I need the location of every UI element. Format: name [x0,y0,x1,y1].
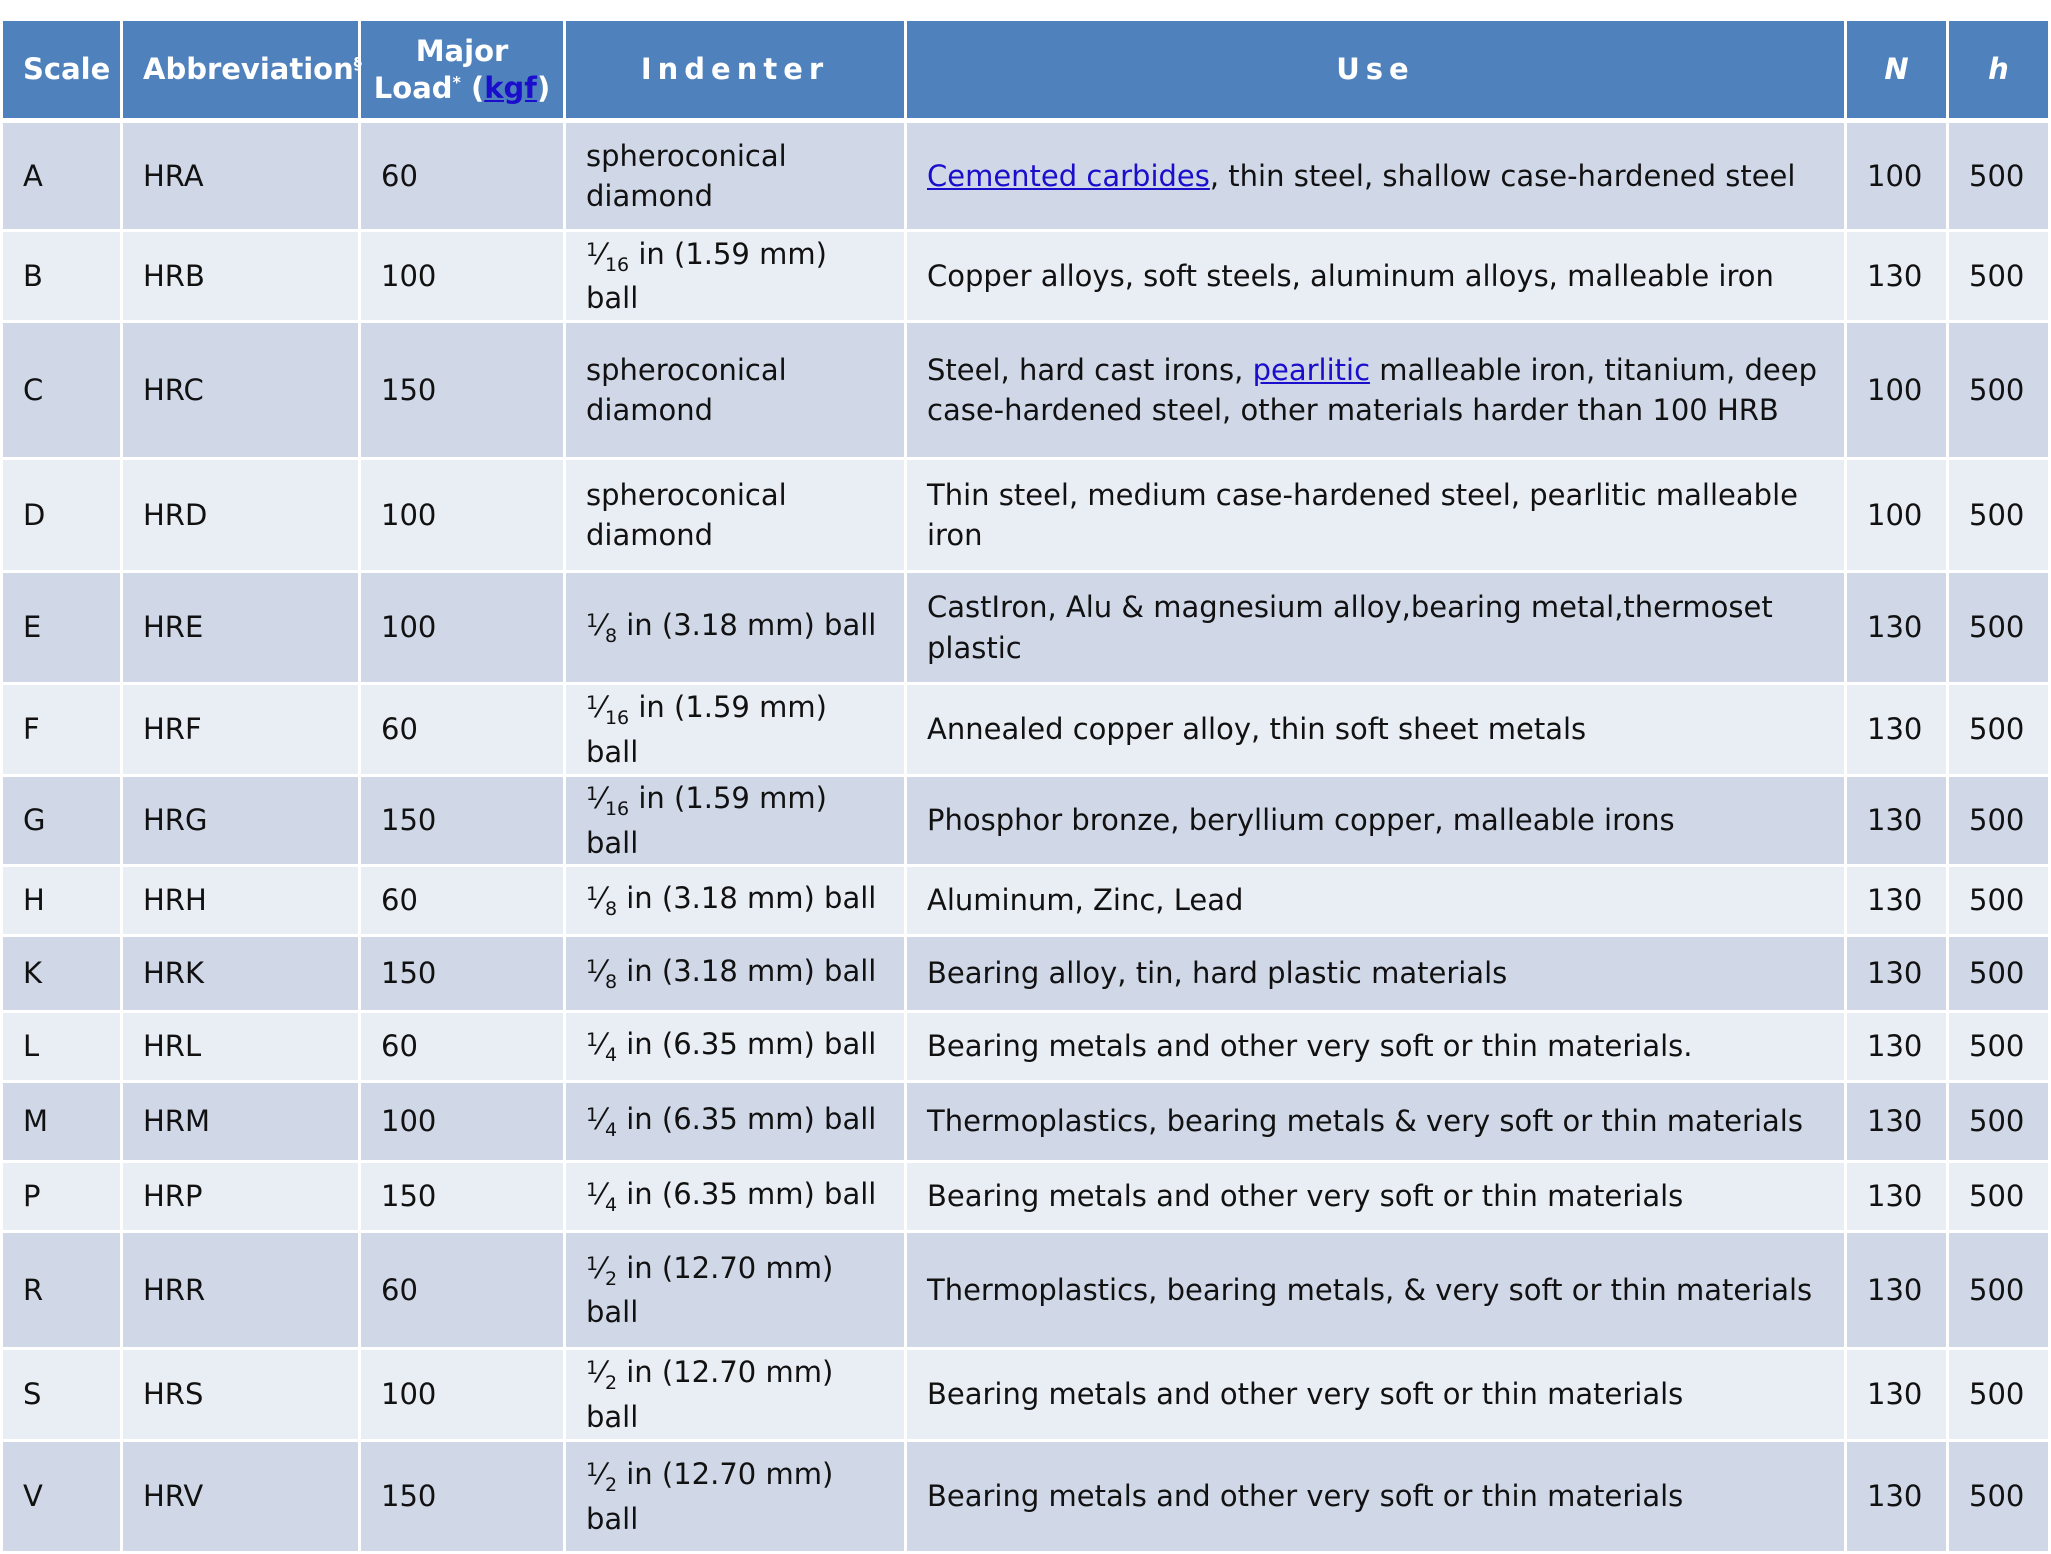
abbreviation-cell: HRR [122,1232,360,1349]
h-cell: 500 [1948,459,2050,572]
indenter-cell [565,1349,906,1441]
fraction [586,236,630,276]
indenter-cell [565,684,906,776]
major-load-cell: 100 [360,572,565,684]
major-load-cell: 150 [360,1162,565,1232]
major-load-cell: 150 [360,936,565,1012]
abbreviation-cell: HRE [122,572,360,684]
use-cell [906,231,1846,322]
abbreviation-cell: HRS [122,1349,360,1441]
h-cell: 500 [1948,572,2050,684]
table-row-r [2,1232,2050,1349]
fraction-slash: ⁄ [599,608,604,643]
n-cell: 130 [1846,776,1948,866]
indenter-ball-size: in (1.59 mm) ball [586,236,827,316]
abbreviation-cell: HRH [122,866,360,936]
fraction-slash: ⁄ [599,1355,604,1390]
table-row-l [2,1012,2050,1082]
h-cell: 500 [1948,1232,2050,1349]
n-cell: 130 [1846,231,1948,322]
fraction [586,1250,618,1290]
fraction-numerator: 1 [586,956,599,979]
abbreviation-cell: HRA [122,121,360,231]
fraction [586,1177,618,1217]
indenter-cell [565,1441,906,1553]
h-cell: 500 [1948,1441,2050,1553]
use-text-before-link: Aluminum, Zinc, Lead [927,883,1244,918]
table-row-b [2,231,2050,322]
n-cell: 130 [1846,684,1948,776]
table-row-h [2,866,2050,936]
n-cell: 130 [1846,866,1948,936]
scale-cell: R [2,1232,122,1349]
fraction-slash: ⁄ [599,1457,604,1492]
indenter-ball-size: in (6.35 mm) ball [617,1177,877,1212]
col-header-h-label: h [1988,52,2009,87]
fraction-slash: ⁄ [599,954,604,989]
fraction-numerator: 1 [586,610,599,633]
fraction [586,1102,618,1142]
scale-cell: D [2,459,122,572]
use-cell [906,1082,1846,1162]
header-row [2,20,2050,121]
fraction-numerator: 1 [586,1029,599,1052]
col-header-major-load-line2: Load [373,70,453,105]
use-text-before-link: Bearing metals and other very soft or thin materials [927,1479,1684,1514]
fraction-denominator: 2 [604,1267,618,1290]
scale-cell: A [2,121,122,231]
table-row-e [2,572,2050,684]
scale-cell: K [2,936,122,1012]
col-header-abbreviation-label: Abbreviation [143,52,354,87]
table-row-g [2,776,2050,866]
col-header-major-load-line1: Major [415,34,509,69]
fraction-numerator: 1 [586,1179,599,1202]
col-header-abbreviation [122,20,360,121]
use-text-before-link: Bearing metals and other very soft or thin materials [927,1179,1684,1214]
table-row-s [2,1349,2050,1441]
abbreviation-cell: HRD [122,459,360,572]
abbreviation-cell: HRC [122,322,360,459]
use-cell [906,459,1846,572]
use-cell [906,776,1846,866]
indenter-cell [565,1232,906,1349]
major-load-cell: 60 [360,866,565,936]
major-load-close-paren: ) [536,70,551,105]
h-cell: 500 [1948,231,2050,322]
use-text-after-link: malleable iron, titanium, deep case-hardened steel, other materials harder than 100 HRB [927,352,1817,427]
indenter-ball-size: in (1.59 mm) ball [586,781,827,860]
fraction-numerator: 1 [586,1459,599,1482]
n-cell: 100 [1846,322,1948,459]
n-cell: 130 [1846,572,1948,684]
use-text-before-link: Copper alloys, soft steels, aluminum alloys, malleable iron [927,258,1774,293]
major-load-cell: 150 [360,322,565,459]
scale-cell: C [2,322,122,459]
fraction-denominator: 16 [604,253,630,276]
fraction-denominator: 16 [604,798,630,821]
indenter-cell [565,1162,906,1232]
n-cell: 130 [1846,1349,1948,1441]
use-text-before-link: Thin steel, medium case-hardened steel, pearlitic malleable iron [927,477,1798,552]
fraction [586,881,618,921]
col-header-n [1846,20,1948,121]
abbreviation-cell: HRK [122,936,360,1012]
n-cell: 130 [1846,1232,1948,1349]
col-header-indenter [565,20,906,121]
fraction-numerator: 1 [586,692,599,715]
fraction-numerator: 1 [586,783,599,806]
abbreviation-cell: HRM [122,1082,360,1162]
col-header-h [1948,20,2050,121]
abbreviation-cell: HRB [122,231,360,322]
fraction-denominator: 8 [604,625,618,648]
n-cell: 130 [1846,1162,1948,1232]
indenter-cell [565,866,906,936]
use-link[interactable]: Cemented carbides [927,158,1210,193]
scale-cell: E [2,572,122,684]
table-row-v [2,1441,2050,1553]
use-text-before-link: Annealed copper alloy, thin soft sheet metals [927,712,1587,747]
fraction-denominator: 8 [604,898,618,921]
fraction [586,1355,618,1395]
major-load-cell: 100 [360,231,565,322]
use-link[interactable]: pearlitic [1252,352,1371,387]
scale-cell: M [2,1082,122,1162]
scale-cell: S [2,1349,122,1441]
h-cell: 500 [1948,322,2050,459]
use-text-before-link: Thermoplastics, bearing metals, & very soft or thin materials [927,1272,1813,1307]
scale-cell: G [2,776,122,866]
indenter-ball-size: in (3.18 mm) ball [617,881,877,916]
table-row-m [2,1082,2050,1162]
fraction-denominator: 8 [604,971,618,994]
fraction-numerator: 1 [586,1252,599,1275]
use-cell [906,936,1846,1012]
col-header-use-label: Use [1336,52,1415,87]
use-cell [906,1012,1846,1082]
fraction-slash: ⁄ [599,236,604,271]
table-row-a [2,121,2050,231]
use-cell [906,866,1846,936]
use-cell [906,1232,1846,1349]
indenter-ball-size: in (6.35 mm) ball [617,1102,877,1137]
indenter-cell [565,121,906,231]
indenter-cell [565,1082,906,1162]
indenter-ball-size: in (6.35 mm) ball [617,1027,877,1062]
fraction [586,954,618,994]
kgf-link[interactable]: kgf [484,70,537,105]
fraction-slash: ⁄ [599,1250,604,1285]
fraction-numerator: 1 [586,883,599,906]
scale-cell: L [2,1012,122,1082]
table-row-d [2,459,2050,572]
h-cell: 500 [1948,1012,2050,1082]
abbreviation-cell: HRF [122,684,360,776]
indenter-cell [565,322,906,459]
table-row-c [2,322,2050,459]
fraction-numerator: 1 [586,1357,599,1380]
use-text-before-link: Phosphor bronze, beryllium copper, malleable irons [927,803,1675,838]
indenter-text: spheroconical diamond [586,138,787,213]
scale-cell: P [2,1162,122,1232]
asterisk-footnote-mark: * [452,71,461,91]
use-text-before-link: Bearing metals and other very soft or thin materials [927,1377,1684,1412]
major-load-cell: 100 [360,1082,565,1162]
fraction-slash: ⁄ [599,690,604,725]
fraction-slash: ⁄ [599,1177,604,1212]
use-text-before-link: CastIron, Alu & magnesium alloy,bearing metal,thermoset plastic [927,590,1773,665]
indenter-ball-size: in (12.70 mm) ball [586,1457,834,1536]
major-load-cell: 60 [360,1012,565,1082]
fraction-slash: ⁄ [599,1102,604,1137]
indenter-ball-size: in (3.18 mm) ball [617,954,877,989]
h-cell: 500 [1948,936,2050,1012]
fraction-denominator: 2 [604,1474,618,1497]
use-cell [906,1349,1846,1441]
scale-cell: V [2,1441,122,1553]
indenter-cell [565,1012,906,1082]
fraction [586,608,618,648]
abbreviation-cell: HRL [122,1012,360,1082]
fraction-slash: ⁄ [599,1027,604,1062]
h-cell: 500 [1948,121,2050,231]
major-load-cell: 100 [360,459,565,572]
col-header-scale [2,20,122,121]
n-cell: 100 [1846,459,1948,572]
indenter-cell [565,776,906,866]
h-cell: 500 [1948,1162,2050,1232]
section-sign-footnote-mark: § [353,53,362,73]
col-header-scale-label: Scale [23,52,111,87]
use-cell [906,572,1846,684]
scale-cell: B [2,231,122,322]
use-text-before-link: Bearing metals and other very soft or thin materials. [927,1029,1693,1064]
major-load-cell: 60 [360,1232,565,1349]
use-cell [906,1162,1846,1232]
major-load-open-paren: ( [460,70,485,105]
abbreviation-cell: HRP [122,1162,360,1232]
n-cell: 130 [1846,1012,1948,1082]
fraction-denominator: 4 [604,1044,618,1067]
indenter-ball-size: in (1.59 mm) ball [586,690,827,769]
h-cell: 500 [1948,776,2050,866]
n-cell: 130 [1846,936,1948,1012]
fraction-slash: ⁄ [599,781,604,816]
indenter-text: spheroconical diamond [586,477,787,552]
n-cell: 130 [1846,1441,1948,1553]
fraction-denominator: 4 [604,1119,618,1142]
fraction-numerator: 1 [586,238,599,261]
table-body [2,121,2050,1553]
fraction-denominator: 16 [604,707,630,730]
use-text-after-link: , thin steel, shallow case-hardened steel [1209,158,1796,193]
col-header-n-label: N [1884,52,1909,87]
indenter-cell [565,572,906,684]
rockwell-scales-table [0,18,2051,1554]
fraction-numerator: 1 [586,1104,599,1127]
indenter-ball-size: in (12.70 mm) ball [586,1355,834,1434]
use-text-before-link: Steel, hard cast irons, [927,352,1253,387]
h-cell: 500 [1948,1082,2050,1162]
use-text-before-link: Thermoplastics, bearing metals & very soft or thin materials [927,1104,1803,1139]
col-header-use [906,20,1846,121]
major-load-cell: 150 [360,776,565,866]
major-load-cell: 150 [360,1441,565,1553]
h-cell: 500 [1948,684,2050,776]
table-row-p [2,1162,2050,1232]
col-header-indenter-label: Indenter [640,52,830,87]
major-load-cell: 60 [360,121,565,231]
table-row-k [2,936,2050,1012]
table-row-f [2,684,2050,776]
indenter-ball-size: in (12.70 mm) ball [586,1250,834,1330]
use-text-before-link: Bearing alloy, tin, hard plastic materials [927,956,1508,991]
indenter-ball-size: in (3.18 mm) ball [617,608,877,643]
use-cell [906,1441,1846,1553]
major-load-cell: 100 [360,1349,565,1441]
fraction [586,1457,618,1497]
indenter-cell [565,936,906,1012]
fraction [586,1027,618,1067]
h-cell: 500 [1948,1349,2050,1441]
fraction [586,781,630,821]
use-cell [906,684,1846,776]
scale-cell: F [2,684,122,776]
n-cell: 100 [1846,121,1948,231]
fraction-denominator: 4 [604,1194,618,1217]
table-header [2,20,2050,121]
fraction-slash: ⁄ [599,881,604,916]
n-cell: 130 [1846,1082,1948,1162]
h-cell: 500 [1948,866,2050,936]
major-load-cell: 60 [360,684,565,776]
indenter-text: spheroconical diamond [586,352,787,427]
abbreviation-cell: HRV [122,1441,360,1553]
indenter-cell [565,231,906,322]
abbreviation-cell: HRG [122,776,360,866]
scale-cell: H [2,866,122,936]
fraction-denominator: 2 [604,1372,618,1395]
indenter-cell [565,459,906,572]
use-cell [906,322,1846,459]
fraction [586,690,630,730]
col-header-major-load [360,20,565,121]
use-cell [906,121,1846,231]
